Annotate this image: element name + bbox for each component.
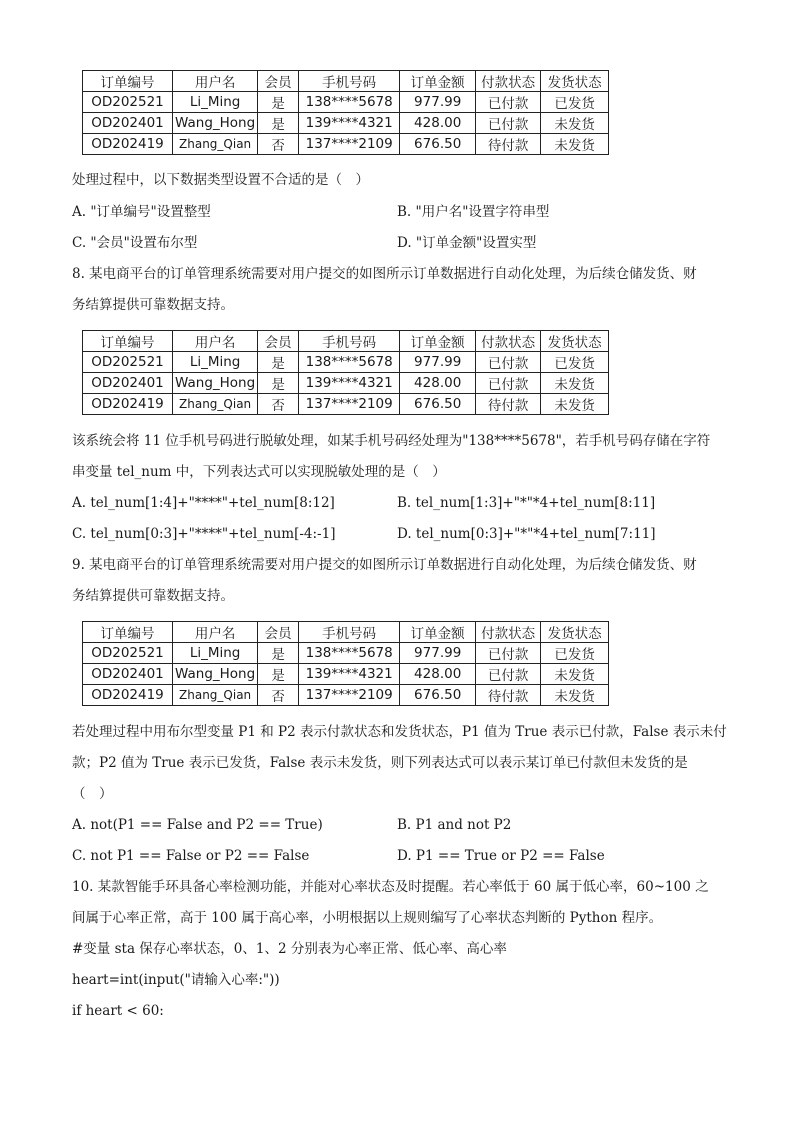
table-cell: 否 bbox=[258, 134, 299, 155]
table-cell: 待付款 bbox=[476, 685, 541, 706]
q7-option-c: C. "会员"设置布尔型 bbox=[72, 235, 198, 251]
table-cell: 是 bbox=[258, 92, 299, 113]
table-cell: 否 bbox=[258, 685, 299, 706]
table-header-row bbox=[83, 71, 609, 92]
header-cell: 付款状态 bbox=[476, 331, 541, 352]
table-cell: 138****5678 bbox=[299, 643, 400, 664]
table-cell: 未发货 bbox=[541, 134, 609, 155]
table-cell: OD202401 bbox=[83, 373, 173, 394]
table-row bbox=[83, 92, 609, 113]
q8-option-a: A. tel_num[1:4]+"****"+tel_num[8:12] bbox=[72, 495, 335, 511]
table-cell: 已付款 bbox=[476, 664, 541, 685]
table-cell: 137****2109 bbox=[299, 685, 400, 706]
header-cell: 订单编号 bbox=[83, 622, 173, 643]
q8-stem-line2: 串变量 tel_num 中，下列表达式可以实现脱敏处理的是（ ） bbox=[72, 464, 446, 480]
header-cell: 订单金额 bbox=[400, 622, 476, 643]
header-cell: 用户名 bbox=[173, 71, 258, 92]
table-row bbox=[83, 134, 609, 155]
header-cell: 发货状态 bbox=[541, 71, 609, 92]
header-cell: 订单金额 bbox=[400, 71, 476, 92]
table-cell: 已发货 bbox=[541, 92, 609, 113]
table-cell: 已付款 bbox=[476, 373, 541, 394]
table-cell: 428.00 bbox=[400, 113, 476, 134]
header-cell: 订单编号 bbox=[83, 331, 173, 352]
header-cell: 付款状态 bbox=[476, 622, 541, 643]
q7-option-b: B. "用户名"设置字符串型 bbox=[397, 204, 550, 220]
table-cell: 428.00 bbox=[400, 664, 476, 685]
table-row bbox=[83, 352, 609, 373]
table-cell: 未发货 bbox=[541, 685, 609, 706]
table-cell: 139****4321 bbox=[299, 664, 400, 685]
header-cell: 手机号码 bbox=[299, 331, 400, 352]
table-cell: 已付款 bbox=[476, 352, 541, 373]
table-row bbox=[83, 113, 609, 134]
table-cell: 否 bbox=[258, 394, 299, 415]
table-cell: 未发货 bbox=[541, 394, 609, 415]
order-table-1 bbox=[82, 70, 609, 155]
q10-line1: 10. 某款智能手环具备心率检测功能，并能对心率状态及时提醒。若心率低于 60 属于低心率，60~100 之 bbox=[72, 879, 709, 895]
q10-code-if: if heart < 60: bbox=[72, 1003, 164, 1019]
q8-intro-line2: 务结算提供可靠数据支持。 bbox=[72, 297, 234, 313]
table-cell: 139****4321 bbox=[299, 373, 400, 394]
table-row bbox=[83, 394, 609, 415]
table-cell: 已付款 bbox=[476, 643, 541, 664]
table-cell: Zhang_Qian bbox=[173, 685, 258, 706]
header-cell: 发货状态 bbox=[541, 622, 609, 643]
q7-option-a: A. "订单编号"设置整型 bbox=[72, 204, 211, 220]
table-cell: OD202521 bbox=[83, 643, 173, 664]
table-cell: OD202401 bbox=[83, 664, 173, 685]
table-cell: 未发货 bbox=[541, 113, 609, 134]
table-cell: 138****5678 bbox=[299, 92, 400, 113]
q9-stem-line3: （ ） bbox=[72, 786, 113, 802]
table-header-row bbox=[83, 622, 609, 643]
table-cell: 137****2109 bbox=[299, 394, 400, 415]
table-cell: 977.99 bbox=[400, 643, 476, 664]
table-cell: 977.99 bbox=[400, 352, 476, 373]
q8-option-c: C. tel_num[0:3]+"****"+tel_num[-4:-1] bbox=[72, 526, 336, 542]
table-cell: 待付款 bbox=[476, 394, 541, 415]
q9-option-a: A. not(P1 == False and P2 == True) bbox=[72, 817, 323, 833]
table-cell: 已发货 bbox=[541, 643, 609, 664]
table-cell: 676.50 bbox=[400, 685, 476, 706]
table-cell: 已发货 bbox=[541, 352, 609, 373]
q9-option-c: C. not P1 == False or P2 == False bbox=[72, 848, 310, 864]
table-cell: 是 bbox=[258, 113, 299, 134]
order-table-2 bbox=[82, 330, 609, 415]
table-cell: 待付款 bbox=[476, 134, 541, 155]
header-cell: 会员 bbox=[258, 71, 299, 92]
table-cell: 是 bbox=[258, 373, 299, 394]
q10-code-input: heart=int(input("请输入心率:")) bbox=[72, 972, 280, 988]
table-header-row bbox=[83, 331, 609, 352]
table-row bbox=[83, 685, 609, 706]
table-cell: 977.99 bbox=[400, 92, 476, 113]
table-cell: OD202521 bbox=[83, 92, 173, 113]
table-row bbox=[83, 643, 609, 664]
q7-option-d: D. "订单金额"设置实型 bbox=[397, 235, 537, 251]
table-cell: 676.50 bbox=[400, 134, 476, 155]
table-cell: OD202419 bbox=[83, 685, 173, 706]
table-cell: Li_Ming bbox=[173, 92, 258, 113]
table-cell: Zhang_Qian bbox=[173, 134, 258, 155]
table-cell: 未发货 bbox=[541, 664, 609, 685]
table-cell: Li_Ming bbox=[173, 352, 258, 373]
q9-option-d: D. P1 == True or P2 == False bbox=[397, 848, 605, 864]
header-cell: 用户名 bbox=[173, 331, 258, 352]
table-cell: OD202521 bbox=[83, 352, 173, 373]
header-cell: 订单金额 bbox=[400, 331, 476, 352]
table-cell: 139****4321 bbox=[299, 113, 400, 134]
q8-option-d: D. tel_num[0:3]+"*"*4+tel_num[7:11] bbox=[397, 526, 656, 542]
table-cell: 已付款 bbox=[476, 113, 541, 134]
header-cell: 手机号码 bbox=[299, 71, 400, 92]
table-cell: 已付款 bbox=[476, 92, 541, 113]
table-cell: 是 bbox=[258, 643, 299, 664]
table-cell: Wang_Hong bbox=[173, 113, 258, 134]
header-cell: 手机号码 bbox=[299, 622, 400, 643]
table-row bbox=[83, 664, 609, 685]
header-cell: 会员 bbox=[258, 331, 299, 352]
q8-intro-line1: 8. 某电商平台的订单管理系统需要对用户提交的如图所示订单数据进行自动化处理，为后续仓储发货、财 bbox=[72, 266, 697, 282]
q9-intro-line2: 务结算提供可靠数据支持。 bbox=[72, 588, 234, 604]
q8-option-b: B. tel_num[1:3]+"*"*4+tel_num[8:11] bbox=[397, 495, 656, 511]
header-cell: 用户名 bbox=[173, 622, 258, 643]
table-cell: Wang_Hong bbox=[173, 664, 258, 685]
q8-stem-line1: 该系统会将 11 位手机号码进行脱敏处理，如某手机号码经处理为"138****5678"，若手机号码存储在字符 bbox=[72, 433, 711, 449]
table-cell: OD202401 bbox=[83, 113, 173, 134]
q9-option-b: B. P1 and not P2 bbox=[397, 817, 512, 833]
q7-stem: 处理过程中，以下数据类型设置不合适的是（ ） bbox=[72, 172, 369, 188]
table-cell: 428.00 bbox=[400, 373, 476, 394]
header-cell: 订单编号 bbox=[83, 71, 173, 92]
table-cell: OD202419 bbox=[83, 394, 173, 415]
q10-line2: 间属于心率正常，高于 100 属于高心率，小明根据以上规则编写了心率状态判断的 Python 程序。 bbox=[72, 910, 663, 926]
table-cell: OD202419 bbox=[83, 134, 173, 155]
q9-stem-line1: 若处理过程中用布尔型变量 P1 和 P2 表示付款状态和发货状态，P1 值为 True 表示已付款，False 表示未付 bbox=[72, 724, 727, 740]
table-cell: 138****5678 bbox=[299, 352, 400, 373]
header-cell: 发货状态 bbox=[541, 331, 609, 352]
q9-intro-line1: 9. 某电商平台的订单管理系统需要对用户提交的如图所示订单数据进行自动化处理，为后续仓储发货、财 bbox=[72, 557, 697, 573]
header-cell: 付款状态 bbox=[476, 71, 541, 92]
table-cell: Wang_Hong bbox=[173, 373, 258, 394]
q9-stem-line2: 款；P2 值为 True 表示已发货，False 表示未发货，则下列表达式可以表示某订单已付款但未发货的是 bbox=[72, 755, 688, 771]
header-cell: 会员 bbox=[258, 622, 299, 643]
q10-code-comment: #变量 sta 保存心率状态，0、1、2 分别表为心率正常、低心率、高心率 bbox=[72, 941, 507, 957]
table-cell: Zhang_Qian bbox=[173, 394, 258, 415]
table-cell: 未发货 bbox=[541, 373, 609, 394]
order-table-3 bbox=[82, 621, 609, 706]
table-cell: Li_Ming bbox=[173, 643, 258, 664]
table-cell: 137****2109 bbox=[299, 134, 400, 155]
table-row bbox=[83, 373, 609, 394]
table-cell: 是 bbox=[258, 352, 299, 373]
table-cell: 是 bbox=[258, 664, 299, 685]
table-cell: 676.50 bbox=[400, 394, 476, 415]
